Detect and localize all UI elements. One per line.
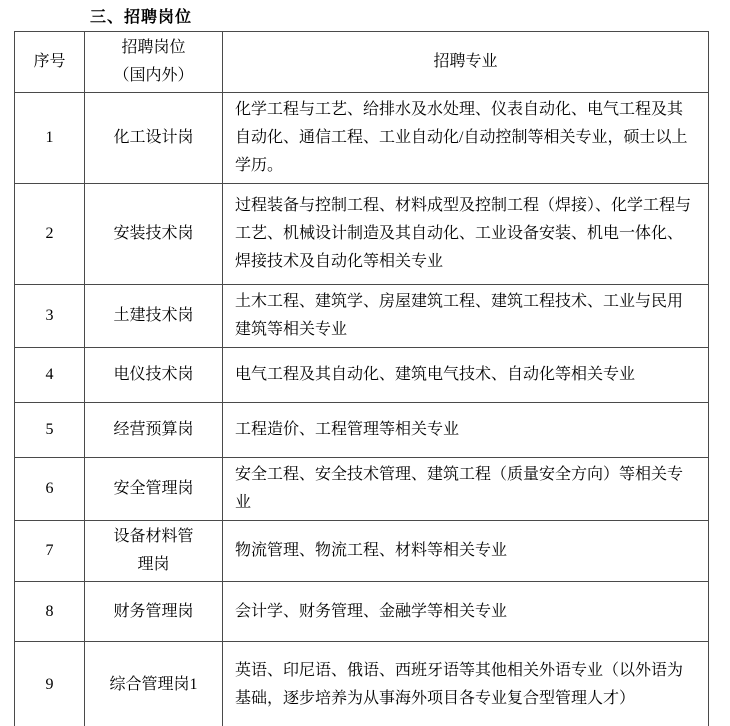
header-position: [85, 32, 223, 93]
row-number-cell: 4: [15, 348, 85, 403]
row-number-cell: 6: [15, 458, 85, 521]
position-cell: 财务管理岗: [85, 582, 223, 642]
row-number-cell: 2: [15, 184, 85, 285]
position-cell: 安全管理岗: [85, 458, 223, 521]
table-row: [15, 642, 709, 726]
table-row: [15, 93, 709, 184]
position-cell: 综合管理岗1: [85, 642, 223, 726]
table-row: [15, 348, 709, 403]
header-no: 序号: [15, 32, 85, 93]
header-position-line2: （国内外）: [113, 67, 194, 84]
row-number-cell: 1: [15, 93, 85, 184]
majors-cell: 工程造价、工程管理等相关专业: [223, 403, 709, 458]
row-number-cell: 8: [15, 582, 85, 642]
header-majors: 招聘专业: [223, 32, 709, 93]
majors-cell: 会计学、财务管理、金融学等相关专业: [223, 582, 709, 642]
table-header-row: [15, 32, 709, 93]
section-title: 三、招聘岗位: [90, 9, 193, 26]
position-cell: 经营预算岗: [85, 403, 223, 458]
majors-cell: 土木工程、建筑学、房屋建筑工程、建筑工程技术、工业与民用建筑等相关专业: [223, 285, 709, 348]
position-cell: 安装技术岗: [85, 184, 223, 285]
table-row: [15, 521, 709, 582]
position-cell: 化工设计岗: [85, 93, 223, 184]
recruitment-table: [14, 31, 709, 726]
majors-cell: 安全工程、安全技术管理、建筑工程（质量安全方向）等相关专业: [223, 458, 709, 521]
table-row: [15, 582, 709, 642]
majors-cell: 化学工程与工艺、给排水及水处理、仪表自动化、电气工程及其自动化、通信工程、工业自动化/自动控制等相关专业，硕士以上学历。: [223, 93, 709, 184]
majors-cell: 物流管理、物流工程、材料等相关专业: [223, 521, 709, 582]
row-number-cell: 7: [15, 521, 85, 582]
position-cell: [85, 521, 223, 582]
header-position-line1: 招聘岗位: [121, 39, 186, 56]
row-number-cell: 5: [15, 403, 85, 458]
position-cell-text: 设备材料管理岗: [113, 528, 194, 573]
position-cell: 电仪技术岗: [85, 348, 223, 403]
table-row: [15, 184, 709, 285]
row-number-cell: 3: [15, 285, 85, 348]
position-cell: 土建技术岗: [85, 285, 223, 348]
majors-cell: 电气工程及其自动化、建筑电气技术、自动化等相关专业: [223, 348, 709, 403]
majors-cell: 英语、印尼语、俄语、西班牙语等其他相关外语专业（以外语为基础，逐步培养为从事海外项目各专业复合型管理人才）: [223, 642, 709, 726]
table-row: [15, 285, 709, 348]
row-number-cell: 9: [15, 642, 85, 726]
majors-cell: 过程装备与控制工程、材料成型及控制工程（焊接）、化学工程与工艺、机械设计制造及其自动化、工业设备安装、机电一体化、焊接技术及自动化等相关专业: [223, 184, 709, 285]
table-row: [15, 403, 709, 458]
table-row: [15, 458, 709, 521]
